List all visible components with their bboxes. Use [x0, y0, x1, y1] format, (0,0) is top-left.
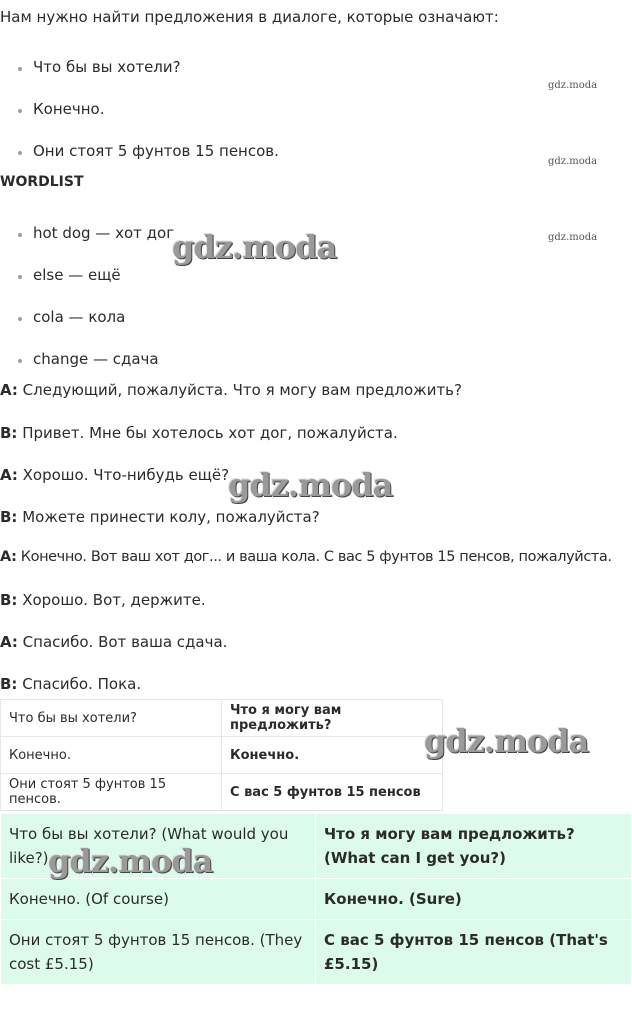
line-text: Спасибо. Вот ваша сдача. [17, 633, 228, 651]
translation-table [0, 813, 632, 985]
dialogue-line [0, 633, 227, 651]
table-cell: Что я могу вам предложить? (What can I get you?) [316, 814, 632, 879]
watermark: gdz.moda [424, 722, 589, 760]
table-cell: Конечно. (Of course) [1, 879, 316, 920]
watermark: gdz.moda [228, 466, 393, 504]
list-item: hot dog — хот дог [33, 224, 175, 242]
dialogue-line [0, 549, 612, 565]
watermark: gdz.moda [548, 232, 598, 243]
table-cell: С вас 5 фунтов 15 пенсов [222, 774, 443, 811]
table-cell: Они стоят 5 фунтов 15 пенсов. (They cost £5.15) [1, 920, 316, 985]
line-text: Конечно. Вот ваш хот дог... и ваша кола. С вас 5 фунтов 15 пенсов, пожалуйста. [16, 549, 612, 565]
table-row [1, 879, 632, 920]
dialogue-line [0, 508, 320, 526]
list-item: cola — кола [33, 308, 126, 326]
table-cell: Они стоят 5 фунтов 15 пенсов. [1, 774, 222, 811]
speaker-label: B: [0, 508, 18, 526]
line-text: Хорошо. Вот, держите. [17, 591, 206, 609]
speaker-label: A: [0, 466, 18, 484]
list-item: Что бы вы хотели? [33, 58, 181, 76]
list-item: Конечно. [33, 100, 105, 118]
dialogue-line [0, 381, 462, 399]
speaker-label: A: [0, 381, 18, 399]
watermark: gdz.moda [548, 80, 598, 91]
speaker-label: A: [0, 549, 17, 565]
table-row [1, 737, 443, 774]
dialogue-line [0, 466, 229, 484]
dialogue-line [0, 591, 206, 609]
line-text: Спасибо. Пока. [17, 675, 142, 693]
table-cell: С вас 5 фунтов 15 пенсов (That's £5.15) [316, 920, 632, 985]
dialogue-line [0, 675, 141, 693]
dialogue-line [0, 424, 398, 442]
table-row [1, 700, 443, 737]
speaker-label: A: [0, 633, 18, 651]
phrase-table [0, 699, 443, 811]
table-cell: Конечно. [222, 737, 443, 774]
table-cell: Что я могу вам предложить? [222, 700, 443, 737]
speaker-label: B: [0, 675, 18, 693]
table-cell: Что бы вы хотели? (What would you like?) [1, 814, 316, 879]
table-cell: Конечно. (Sure) [316, 879, 632, 920]
speaker-label: B: [0, 591, 18, 609]
watermark: gdz.moda [48, 842, 213, 880]
table-row [1, 920, 632, 985]
list-item: else — ещё [33, 266, 121, 284]
line-text: Привет. Мне бы хотелось хот дог, пожалуйста. [17, 424, 398, 442]
line-text: Следующий, пожалуйста. Что я могу вам предложить? [17, 381, 462, 399]
list-item: change — сдача [33, 350, 159, 368]
speaker-label: B: [0, 424, 18, 442]
list-item: Они стоят 5 фунтов 15 пенсов. [33, 142, 279, 160]
line-text: Хорошо. Что-нибудь ещё? [17, 466, 230, 484]
line-text: Можете принести колу, пожалуйста? [17, 508, 320, 526]
table-cell: Что бы вы хотели? [1, 700, 222, 737]
table-cell: Конечно. [1, 737, 222, 774]
wordlist-heading: WORDLIST [0, 174, 84, 190]
intro-text: Нам нужно найти предложения в диалоге, которые означают: [0, 8, 499, 26]
table-row [1, 774, 443, 811]
watermark: gdz.moda [172, 228, 337, 266]
watermark: gdz.moda [548, 156, 598, 167]
